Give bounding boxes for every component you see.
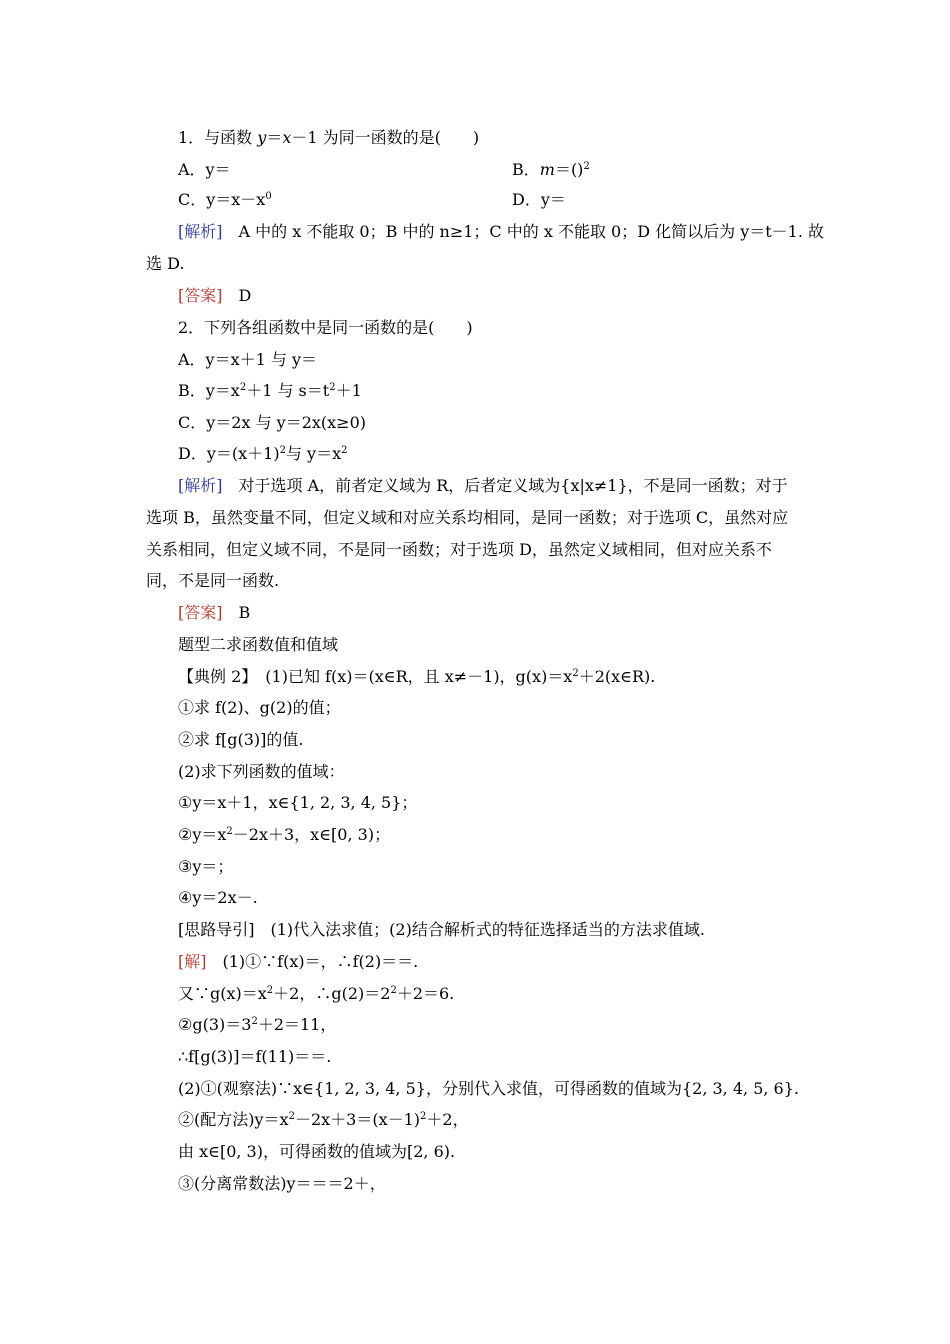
q1-option-b-expr: ＝()	[554, 160, 584, 179]
analysis-2-line-1	[178, 476, 788, 496]
answer-2-value: B	[222, 603, 251, 622]
example-2-exponent: 2	[572, 668, 579, 679]
analysis-2-line-2: 选项 B，虽然变量不同，但定义域和对应关系均相同，是同一函数；对于选项 C，虽然对应	[146, 508, 789, 527]
q1-option-b-exponent: 2	[583, 161, 590, 172]
q2-option-d-part1: D．y＝(x＋1)	[178, 444, 280, 463]
solution-6-part3: ＋2，	[426, 1110, 469, 1129]
q2-option-a: A．y＝x＋1 与 y＝	[178, 350, 318, 369]
q1-stem-text: 1．与函数	[178, 128, 258, 147]
solution-3-part1: ②g(3)＝3	[178, 1015, 252, 1034]
solution-line-1	[178, 952, 418, 972]
solution-text-1: (1)①∵f(x)＝，∴f(2)＝＝.	[206, 952, 419, 971]
solution-line-6	[178, 1110, 469, 1130]
analysis-1-text: A 中的 x 不能取 0；B 中的 n≥1；C 中的 x 不能取 0；D 化简以后为 y＝t－1. 故	[222, 222, 825, 241]
q2-option-d	[178, 444, 347, 464]
hint-line: [思路导引] (1)代入法求值；(2)结合解析式的特征选择适当的方法求值域.	[178, 920, 705, 939]
q1-stem-tail: －1 为同一函数的是( )	[291, 128, 480, 147]
answer-1	[178, 286, 251, 306]
q2-option-d-part2: 与 y＝x	[285, 444, 342, 463]
solution-3-exp: 2	[251, 1016, 258, 1027]
range-item-2	[178, 825, 390, 845]
section-title: 题型二求函数值和值域	[178, 635, 339, 654]
range-item-1: ①y＝x＋1，x∈{1, 2, 3, 4, 5}；	[178, 793, 418, 812]
solution-6-part1: ②(配方法)y＝x	[178, 1110, 289, 1129]
range-item-2-exponent: 2	[226, 826, 233, 837]
q1-option-b	[512, 160, 590, 180]
solution-6-exp1: 2	[288, 1111, 295, 1122]
analysis-2-line-4: 同，不是同一函数.	[146, 571, 280, 590]
q2-option-b-part2: ＋1 与 s＝t	[246, 381, 330, 400]
solution-line-4: ∴f[g(3)]＝f(11)＝＝.	[178, 1047, 332, 1066]
range-item-4: ④y＝2x－.	[178, 888, 258, 907]
answer-1-value: D	[222, 286, 252, 305]
q2-option-b	[178, 381, 362, 401]
example-2-sub-1: ①求 f(2)、g(2)的值；	[178, 698, 341, 717]
solution-6-part2: －2x＋3＝(x－1)	[294, 1110, 421, 1129]
q1-option-b-var: m	[539, 160, 555, 179]
solution-6-exp2: 2	[420, 1111, 427, 1122]
q2-option-b-part3: ＋1	[335, 381, 362, 400]
question-1-stem	[178, 128, 479, 148]
range-item-3: ③y＝；	[178, 857, 234, 876]
q2-option-c: C．y＝2x 与 y＝2x(x≥0)	[178, 413, 366, 432]
answer-2	[178, 603, 250, 623]
analysis-tag: [解析]	[178, 476, 223, 495]
q2-option-d-exp2: 2	[341, 445, 348, 456]
q2-option-b-part1: B．y＝x	[178, 381, 240, 400]
solution-2-exp2: 2	[390, 985, 397, 996]
solution-line-5: (2)①(观察法)∵x∈{1, 2, 3, 4, 5}，分别代入求值，可得函数的值域为{2, 3, 4, 5, 6}.	[178, 1079, 799, 1098]
q2-option-b-exp1: 2	[239, 382, 247, 393]
solution-2-part2: ＋2，∴g(2)＝2	[273, 984, 391, 1003]
range-item-2-part2: －2x＋3，x∈[0, 3)；	[232, 825, 391, 844]
question-2-stem: 2．下列各组函数中是同一函数的是( )	[178, 318, 473, 337]
answer-tag: [答案]	[178, 603, 223, 622]
analysis-tag: [解析]	[178, 222, 223, 241]
example-2-sub-2: ②求 f[g(3)]的值.	[178, 730, 304, 749]
q1-option-a: A．y＝	[178, 160, 231, 179]
solution-tag: [解]	[178, 952, 207, 971]
solution-line-8: ③(分离常数法)y＝＝＝2＋，	[178, 1174, 386, 1193]
analysis-2-line-3: 关系相同，但定义域不同，不是同一函数；对于选项 D，虽然定义域相同，但对应关系不	[146, 540, 772, 559]
example-tag: 【典例 2】	[178, 667, 250, 686]
example-2-text-2: ＋2(x∈R).	[578, 667, 656, 686]
solution-line-3	[178, 1015, 336, 1035]
q1-var-y: y	[257, 128, 267, 147]
example-2-header	[178, 667, 655, 687]
solution-2-exp1: 2	[266, 985, 274, 996]
solution-3-part2: ＋2＝11，	[257, 1015, 337, 1034]
q1-option-c-text: C．y＝x－x	[178, 190, 266, 209]
q2-option-b-exp2: 2	[329, 382, 336, 393]
solution-2-part3: ＋2＝6.	[396, 984, 455, 1003]
example-2-text-1: (1)已知 f(x)＝(x∈R，且 x≠－1)，g(x)＝x	[249, 667, 573, 686]
solution-2-part1: 又∵g(x)＝x	[178, 984, 267, 1003]
analysis-2-text-1: 对于选项 A，前者定义域为 R，后者定义域为{x|x≠1}，不是同一函数；对于	[222, 476, 788, 495]
q2-option-d-exp1: 2	[279, 445, 286, 456]
range-item-2-part1: ②y＝x	[178, 825, 227, 844]
q1-option-d: D．y＝	[512, 190, 566, 209]
example-2-part-2: (2)求下列函数的值域：	[178, 762, 345, 781]
analysis-1-line-2: 选 D.	[146, 254, 185, 273]
q1-var-x: x	[282, 128, 292, 147]
q1-option-c-exponent: 0	[265, 191, 272, 202]
solution-line-2	[178, 984, 454, 1004]
q1-option-b-label: B．	[512, 160, 540, 179]
solution-line-7: 由 x∈[0, 3)，可得函数的值域为[2, 6).	[178, 1142, 456, 1161]
answer-tag: [答案]	[178, 286, 223, 305]
q1-option-c	[178, 190, 272, 210]
q1-eq: ＝	[266, 128, 283, 147]
analysis-1-line-1	[178, 222, 824, 242]
